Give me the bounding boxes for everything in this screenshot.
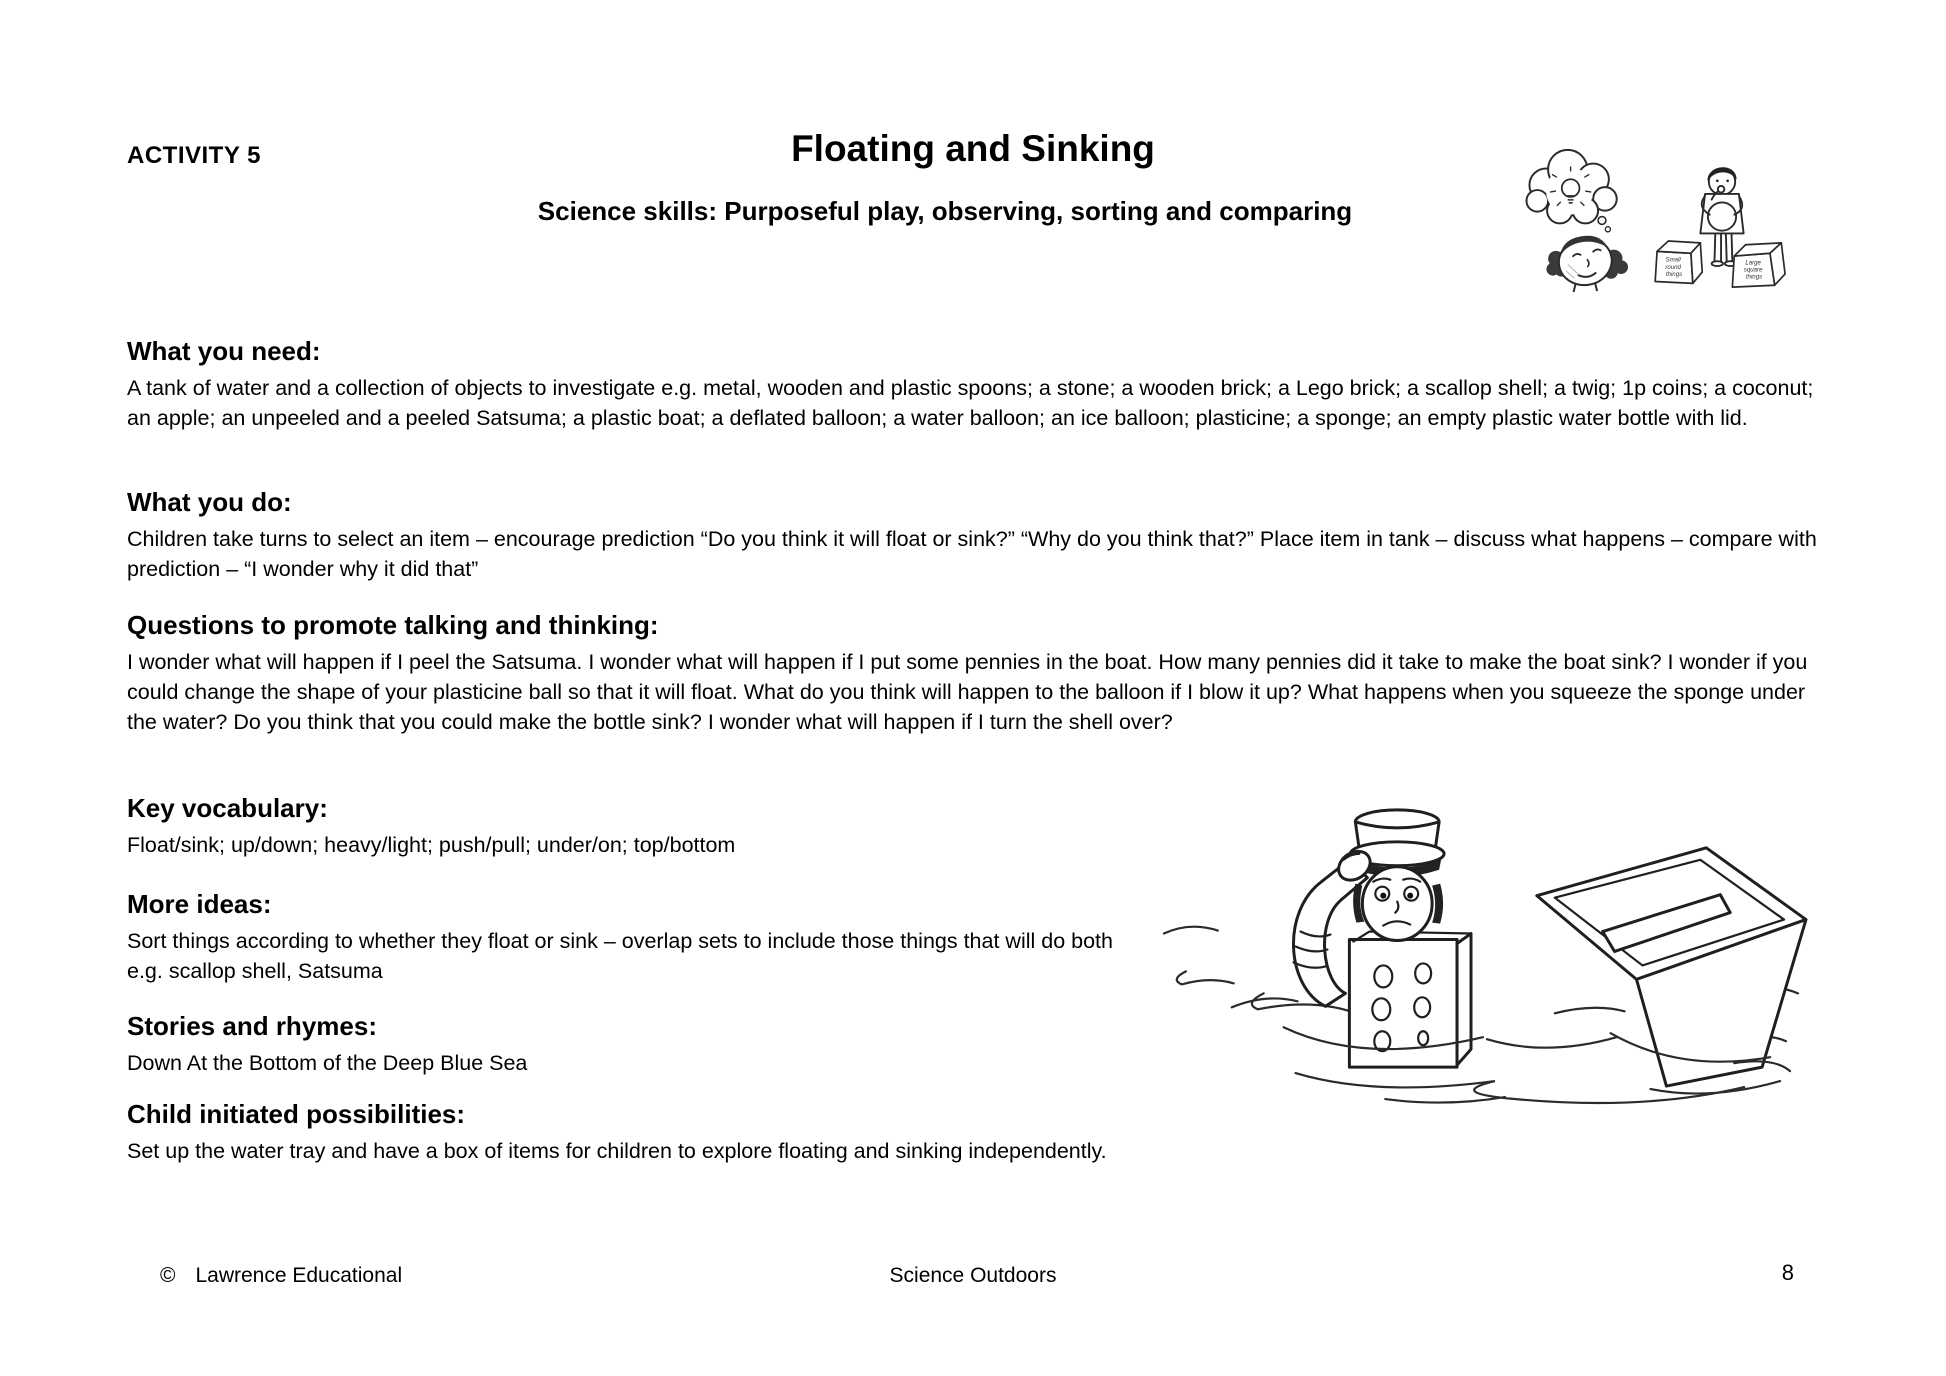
box-left-label: Small round things bbox=[1665, 256, 1683, 278]
copyright-icon: © bbox=[160, 1264, 176, 1287]
activity-label: ACTIVITY 5 bbox=[127, 142, 261, 169]
page-number: 8 bbox=[1781, 1260, 1794, 1285]
section-heading: Stories and rhymes: bbox=[127, 1011, 377, 1041]
section-heading: What you do: bbox=[127, 487, 292, 517]
section-body: I wonder what will happen if I peel the Satsuma. I wonder what will happen if I put some pennies in the boat. How many pennies did it take to make the boat sink? I wonder if you could change the shape of your plasticine ball so that it will float. What do you think will happen to the balloon if I blow it up? What happens when you squeeze the sponge under the water? Do you think that you could make the bottle sink? I wonder what will happen if I turn the shell over? bbox=[127, 650, 1808, 734]
section-body: Set up the water tray and have a box of items for children to explore floating and sinking independently. bbox=[127, 1139, 1107, 1163]
girl-head bbox=[1542, 229, 1630, 291]
box-right-label: Large square things bbox=[1743, 259, 1763, 281]
section-what-you-do bbox=[127, 487, 1833, 584]
thinking-girl-illustration bbox=[1510, 142, 1644, 294]
section-heading: More ideas: bbox=[127, 889, 272, 919]
section-body: Sort things according to whether they float or sink – overlap sets to include those things that will do both e.g. scallop shell, Satsuma bbox=[127, 929, 1113, 983]
page-title: Floating and Sinking bbox=[791, 128, 1155, 169]
page-subtitle: Science skills: Purposeful play, observing, sorting and comparing bbox=[537, 196, 1353, 226]
sinking-boat bbox=[1537, 848, 1806, 1086]
section-heading: Questions to promote talking and thinking: bbox=[127, 610, 659, 640]
section-body: Float/sink; up/down; heavy/light; push/pull; under/on; top/bottom bbox=[127, 833, 736, 857]
footer-center-text: Science Outdoors bbox=[889, 1264, 1057, 1287]
sailor-figure bbox=[1293, 810, 1471, 1067]
boy-figure bbox=[1700, 168, 1743, 266]
section-child-initiated bbox=[127, 1099, 1833, 1166]
copyright-text: Lawrence Educational bbox=[195, 1264, 403, 1287]
section-what-you-need bbox=[127, 336, 1833, 433]
boy-sorting-boxes-illustration bbox=[1642, 158, 1802, 292]
section-body: Children take turns to select an item – encourage prediction “Do you think it will float or sink?” “Why do you think that?” Place item in tank – discuss what happens – compare with prediction – “I wonder why it did that” bbox=[127, 527, 1817, 581]
section-body: A tank of water and a collection of objects to investigate e.g. metal, wooden and plastic spoons; a stone; a wooden brick; a Lego brick; a scallop shell; a twig; 1p coins; a coconut; an apple; an unpeeled and a peeled Satsuma; a plastic boat; a deflated balloon; a water balloon; an ice balloon; plasticine; a sponge; an empty plastic water bottle with lid. bbox=[127, 376, 1814, 430]
section-heading: Key vocabulary: bbox=[127, 793, 328, 823]
section-body: Down At the Bottom of the Deep Blue Sea bbox=[127, 1051, 528, 1075]
sailor-sinking-boat-illustration bbox=[1136, 782, 1814, 1107]
section-more-ideas bbox=[127, 889, 1142, 986]
section-questions bbox=[127, 610, 1833, 737]
section-heading: What you need: bbox=[127, 336, 321, 366]
section-heading: Child initiated possibilities: bbox=[127, 1099, 466, 1129]
